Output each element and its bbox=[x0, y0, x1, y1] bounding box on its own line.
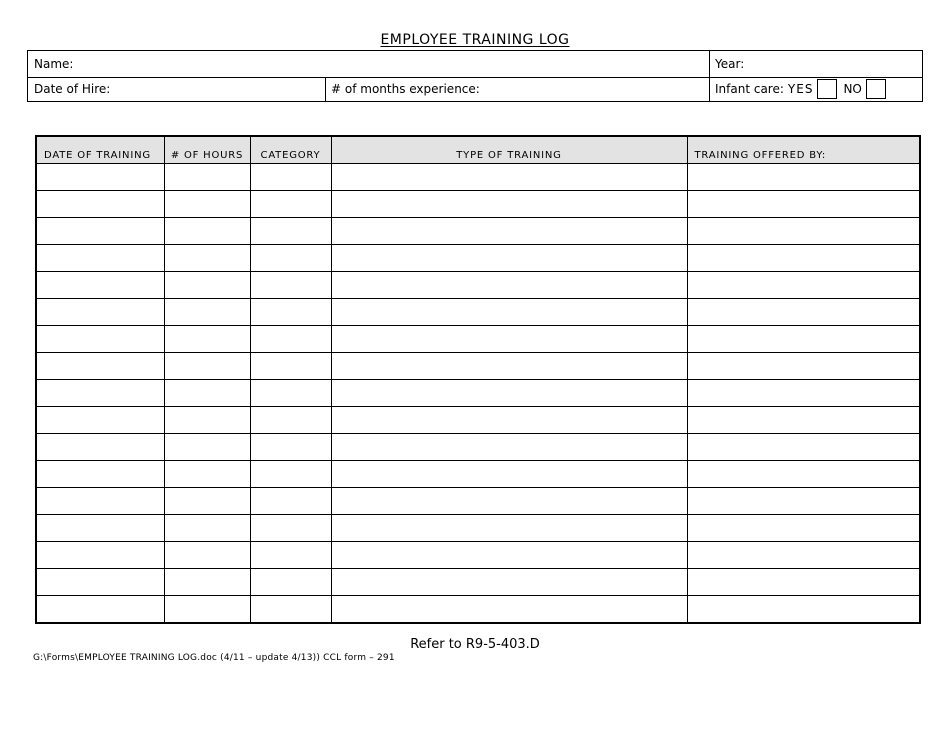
cell-training-offered-by[interactable] bbox=[687, 515, 920, 542]
table-row bbox=[36, 407, 920, 434]
table-row bbox=[36, 245, 920, 272]
cell-hours[interactable] bbox=[164, 407, 250, 434]
cell-category[interactable] bbox=[250, 407, 331, 434]
cell-type-of-training[interactable] bbox=[331, 299, 687, 326]
cell-date-of-training[interactable] bbox=[36, 569, 164, 596]
date-of-hire-field[interactable] bbox=[28, 77, 325, 101]
cell-hours[interactable] bbox=[164, 461, 250, 488]
months-experience-label: # of months experience: bbox=[331, 82, 480, 96]
header-category: CATEGORY bbox=[250, 136, 331, 164]
cell-date-of-training[interactable] bbox=[36, 380, 164, 407]
cell-category[interactable] bbox=[250, 380, 331, 407]
cell-type-of-training[interactable] bbox=[331, 245, 687, 272]
cell-hours[interactable] bbox=[164, 542, 250, 569]
training-log-table bbox=[35, 135, 921, 624]
table-row bbox=[36, 164, 920, 191]
cell-date-of-training[interactable] bbox=[36, 461, 164, 488]
cell-training-offered-by[interactable] bbox=[687, 434, 920, 461]
table-row bbox=[36, 515, 920, 542]
cell-category[interactable] bbox=[250, 326, 331, 353]
cell-training-offered-by[interactable] bbox=[687, 380, 920, 407]
cell-date-of-training[interactable] bbox=[36, 299, 164, 326]
form-title bbox=[0, 32, 950, 48]
cell-date-of-training[interactable] bbox=[36, 488, 164, 515]
table-row bbox=[36, 488, 920, 515]
infant-care-no-label: NO bbox=[843, 82, 862, 96]
cell-training-offered-by[interactable] bbox=[687, 353, 920, 380]
cell-type-of-training[interactable] bbox=[331, 218, 687, 245]
table-row bbox=[36, 353, 920, 380]
cell-type-of-training[interactable] bbox=[331, 191, 687, 218]
form-title-text: EMPLOYEE TRAINING LOG bbox=[380, 32, 570, 48]
header-type-of-training: TYPE OF TRAINING bbox=[331, 136, 687, 164]
cell-training-offered-by[interactable] bbox=[687, 272, 920, 299]
table-row bbox=[36, 380, 920, 407]
cell-category[interactable] bbox=[250, 542, 331, 569]
cell-date-of-training[interactable] bbox=[36, 515, 164, 542]
header-hours: # OF HOURS bbox=[164, 136, 250, 164]
cell-category[interactable] bbox=[250, 218, 331, 245]
cell-training-offered-by[interactable] bbox=[687, 569, 920, 596]
cell-category[interactable] bbox=[250, 569, 331, 596]
cell-category[interactable] bbox=[250, 191, 331, 218]
cell-type-of-training[interactable] bbox=[331, 407, 687, 434]
cell-hours[interactable] bbox=[164, 515, 250, 542]
cell-date-of-training[interactable] bbox=[36, 164, 164, 191]
table-row bbox=[36, 461, 920, 488]
name-label: Name: bbox=[34, 57, 74, 71]
infant-care-yes-label: YES bbox=[787, 82, 814, 96]
table-row bbox=[36, 272, 920, 299]
cell-hours[interactable] bbox=[164, 164, 250, 191]
cell-category[interactable] bbox=[250, 461, 331, 488]
table-header-row bbox=[36, 136, 920, 164]
header-date-of-training: DATE OF TRAINING bbox=[36, 136, 164, 164]
cell-training-offered-by[interactable] bbox=[687, 326, 920, 353]
cell-hours[interactable] bbox=[164, 488, 250, 515]
cell-hours[interactable] bbox=[164, 299, 250, 326]
cell-date-of-training[interactable] bbox=[36, 353, 164, 380]
infant-care-yes-checkbox[interactable] bbox=[817, 79, 837, 99]
cell-date-of-training[interactable] bbox=[36, 191, 164, 218]
cell-type-of-training[interactable] bbox=[331, 164, 687, 191]
cell-date-of-training[interactable] bbox=[36, 218, 164, 245]
infant-care-field bbox=[709, 77, 922, 101]
cell-training-offered-by[interactable] bbox=[687, 542, 920, 569]
cell-hours[interactable] bbox=[164, 245, 250, 272]
employee-info-box bbox=[27, 50, 923, 102]
cell-type-of-training[interactable] bbox=[331, 434, 687, 461]
table-row bbox=[36, 542, 920, 569]
header-training-offered-by: TRAINING OFFERED BY: bbox=[687, 136, 920, 164]
cell-type-of-training[interactable] bbox=[331, 461, 687, 488]
cell-training-offered-by[interactable] bbox=[687, 245, 920, 272]
cell-date-of-training[interactable] bbox=[36, 407, 164, 434]
cell-type-of-training[interactable] bbox=[331, 380, 687, 407]
cell-training-offered-by[interactable] bbox=[687, 596, 920, 624]
cell-training-offered-by[interactable] bbox=[687, 299, 920, 326]
cell-hours[interactable] bbox=[164, 596, 250, 624]
table-row bbox=[36, 434, 920, 461]
cell-type-of-training[interactable] bbox=[331, 542, 687, 569]
cell-category[interactable] bbox=[250, 299, 331, 326]
table-row bbox=[36, 326, 920, 353]
cell-type-of-training[interactable] bbox=[331, 353, 687, 380]
cell-date-of-training[interactable] bbox=[36, 542, 164, 569]
table-row bbox=[36, 191, 920, 218]
cell-category[interactable] bbox=[250, 245, 331, 272]
cell-date-of-training[interactable] bbox=[36, 434, 164, 461]
cell-category[interactable] bbox=[250, 272, 331, 299]
cell-type-of-training[interactable] bbox=[331, 515, 687, 542]
cell-category[interactable] bbox=[250, 353, 331, 380]
cell-hours[interactable] bbox=[164, 191, 250, 218]
cell-training-offered-by[interactable] bbox=[687, 488, 920, 515]
name-field[interactable] bbox=[28, 51, 709, 77]
cell-training-offered-by[interactable] bbox=[687, 218, 920, 245]
cell-training-offered-by[interactable] bbox=[687, 191, 920, 218]
cell-type-of-training[interactable] bbox=[331, 326, 687, 353]
cell-category[interactable] bbox=[250, 434, 331, 461]
cell-category[interactable] bbox=[250, 596, 331, 624]
regulation-reference: Refer to R9-5-403.D bbox=[410, 637, 540, 652]
table-row bbox=[36, 218, 920, 245]
year-field[interactable] bbox=[709, 51, 922, 77]
infant-care-label: Infant care: bbox=[715, 82, 784, 96]
cell-hours[interactable] bbox=[164, 380, 250, 407]
cell-training-offered-by[interactable] bbox=[687, 461, 920, 488]
cell-date-of-training[interactable] bbox=[36, 326, 164, 353]
table-row bbox=[36, 596, 920, 624]
cell-category[interactable] bbox=[250, 515, 331, 542]
cell-hours[interactable] bbox=[164, 569, 250, 596]
table-row bbox=[36, 299, 920, 326]
cell-category[interactable] bbox=[250, 488, 331, 515]
cell-category[interactable] bbox=[250, 164, 331, 191]
cell-type-of-training[interactable] bbox=[331, 596, 687, 624]
date-of-hire-label: Date of Hire: bbox=[34, 82, 111, 96]
cell-date-of-training[interactable] bbox=[36, 245, 164, 272]
cell-hours[interactable] bbox=[164, 434, 250, 461]
cell-date-of-training[interactable] bbox=[36, 596, 164, 624]
cell-hours[interactable] bbox=[164, 218, 250, 245]
months-experience-field[interactable] bbox=[325, 77, 709, 101]
cell-date-of-training[interactable] bbox=[36, 272, 164, 299]
cell-type-of-training[interactable] bbox=[331, 488, 687, 515]
cell-training-offered-by[interactable] bbox=[687, 164, 920, 191]
cell-hours[interactable] bbox=[164, 326, 250, 353]
year-label: Year: bbox=[715, 57, 745, 71]
cell-type-of-training[interactable] bbox=[331, 569, 687, 596]
footer-file-path: G:\Forms\EMPLOYEE TRAINING LOG.doc (4/11 – update 4/13)) CCL form – 291 bbox=[33, 653, 395, 663]
cell-hours[interactable] bbox=[164, 272, 250, 299]
table-row bbox=[36, 569, 920, 596]
cell-type-of-training[interactable] bbox=[331, 272, 687, 299]
cell-hours[interactable] bbox=[164, 353, 250, 380]
cell-training-offered-by[interactable] bbox=[687, 407, 920, 434]
infant-care-no-checkbox[interactable] bbox=[866, 79, 886, 99]
